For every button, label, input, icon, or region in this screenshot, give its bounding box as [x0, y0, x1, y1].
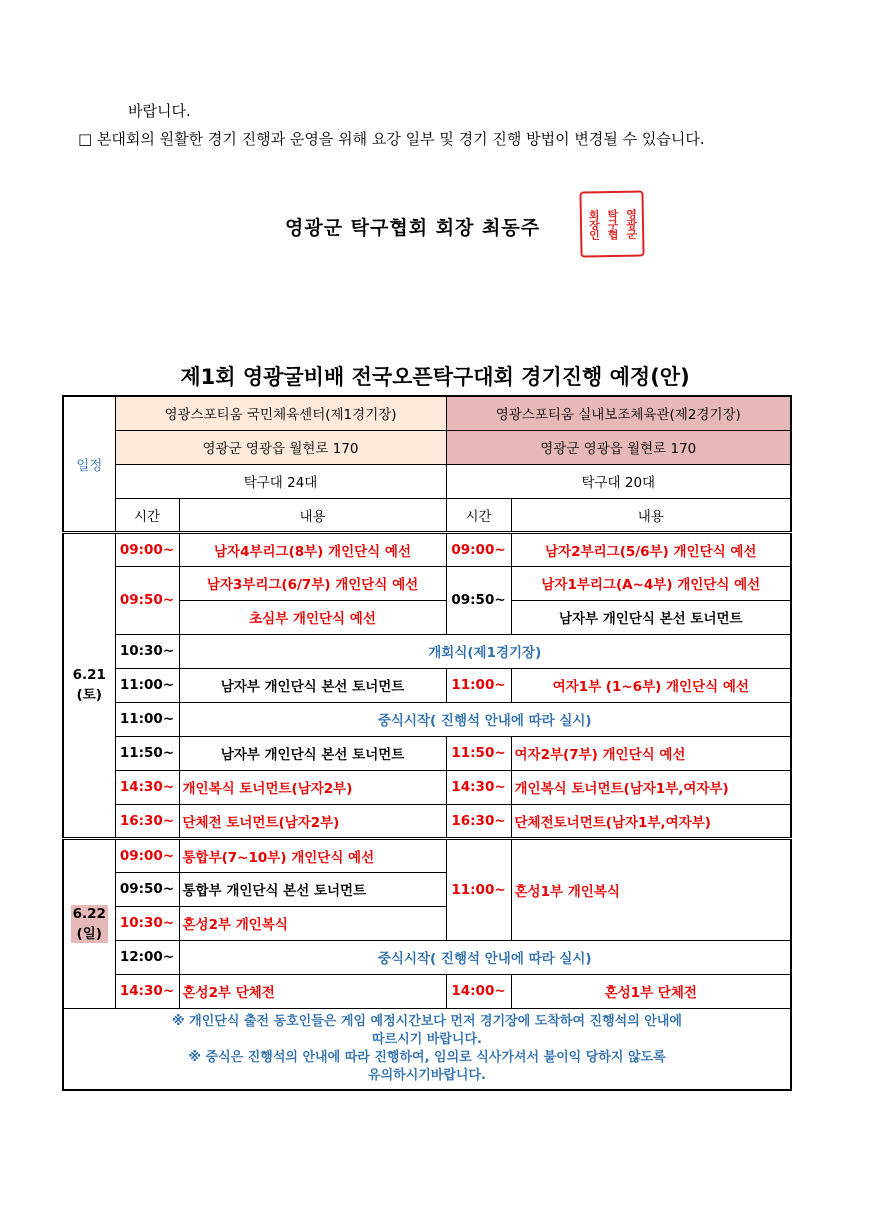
event-cell: 남자부 개인단식 본선 토너먼트 [511, 600, 791, 634]
date-highlight [71, 905, 108, 943]
venue1-address: 영광군 영광읍 월현로 170 [115, 430, 446, 464]
day1-date [63, 532, 115, 838]
ceremony-cell: 개회식(제1경기장) [179, 634, 791, 668]
event-cell: 남자3부리그(6/7부) 개인단식 예선 [179, 566, 446, 600]
date: 6.22 [72, 905, 106, 922]
event-cell: 혼성1부 개인복식 [511, 838, 791, 940]
event-cell: 개인복식 토너먼트(남자1부,여자부) [511, 770, 791, 804]
time-cell: 11:00~ [115, 668, 179, 702]
event-cell: 단체전 토너먼트(남자2부) [179, 804, 446, 838]
col-time: 시간 [446, 498, 511, 532]
time-cell: 09:00~ [115, 838, 179, 872]
intro-notice: □ 본대회의 원활한 경기 진행과 운영을 위해 요강 일부 및 경기 진행 방법이 변경될 수 있습니다. [78, 130, 705, 148]
time-cell: 12:00~ [115, 940, 179, 974]
time-cell: 14:30~ [115, 770, 179, 804]
event-cell: 통합부(7~10부) 개인단식 예선 [179, 838, 446, 872]
schedule-label: 일정 [63, 396, 115, 532]
time-cell: 11:00~ [446, 838, 511, 940]
event-cell: 남자부 개인단식 본선 토너먼트 [179, 736, 446, 770]
event-cell: 남자2부리그(5/6부) 개인단식 예선 [511, 532, 791, 566]
weekday: (토) [76, 687, 102, 703]
time-cell: 10:30~ [115, 906, 179, 940]
day2-date [63, 838, 115, 1008]
weekday: (일) [76, 925, 102, 942]
lunch-cell: 중식시작( 진행석 안내에 따라 실시) [179, 940, 791, 974]
seal-line: 탁구협 [605, 208, 620, 240]
time-cell: 09:50~ [446, 566, 511, 634]
date: 6.21 [72, 667, 106, 683]
venue1-tables: 탁구대 24대 [115, 464, 446, 498]
time-cell: 10:30~ [115, 634, 179, 668]
lunch-cell: 중식시작( 진행석 안내에 따라 실시) [179, 702, 791, 736]
venue2-name: 영광스포티움 실내보조체육관(제2경기장) [446, 396, 791, 430]
time-cell: 11:50~ [446, 736, 511, 770]
time-cell: 16:30~ [115, 804, 179, 838]
event-cell: 단체전토너먼트(남자1부,여자부) [511, 804, 791, 838]
schedule-table [62, 395, 792, 1091]
event-cell: 통합부 개인단식 본선 토너먼트 [179, 872, 446, 906]
event-cell: 여자2부(7부) 개인단식 예선 [511, 736, 791, 770]
event-cell: 혼성2부 개인복식 [179, 906, 446, 940]
col-content: 내용 [179, 498, 446, 532]
col-content: 내용 [511, 498, 791, 532]
time-cell: 16:30~ [446, 804, 511, 838]
venue1-name: 영광스포티움 국민체육센터(제1경기장) [115, 396, 446, 430]
event-cell: 혼성2부 단체전 [179, 974, 446, 1008]
note-line: 유의하시기바랍니다. [368, 1067, 486, 1083]
col-time: 시간 [115, 498, 179, 532]
event-cell: 남자부 개인단식 본선 토너먼트 [179, 668, 446, 702]
time-cell: 14:00~ [446, 974, 511, 1008]
event-cell: 초심부 개인단식 예선 [179, 600, 446, 634]
time-cell: 09:50~ [115, 872, 179, 906]
event-cell: 여자1부 (1~6부) 개인단식 예선 [511, 668, 791, 702]
event-cell: 남자4부리그(8부) 개인단식 예선 [179, 532, 446, 566]
venue2-tables: 탁구대 20대 [446, 464, 791, 498]
time-cell: 11:50~ [115, 736, 179, 770]
time-cell: 09:50~ [115, 566, 179, 634]
time-cell: 11:00~ [115, 702, 179, 736]
time-cell: 09:00~ [446, 532, 511, 566]
page-title: 제1회 영광굴비배 전국오픈탁구대회 경기진행 예정(안) [180, 365, 690, 389]
official-seal-icon [579, 190, 644, 257]
note-line: ※ 중식은 진행석의 안내에 따라 진행하여, 임의로 식사가셔서 불이익 당하지 않도록 [188, 1049, 666, 1065]
time-cell: 14:30~ [115, 974, 179, 1008]
note-line: 따르시기 바랍니다. [372, 1031, 482, 1047]
notes-cell [63, 1008, 791, 1090]
time-cell: 11:00~ [446, 668, 511, 702]
time-cell: 14:30~ [446, 770, 511, 804]
time-cell: 09:00~ [115, 532, 179, 566]
event-cell: 남자1부리그(A~4부) 개인단식 예선 [511, 566, 791, 600]
venue2-address: 영광군 영광읍 월현로 170 [446, 430, 791, 464]
event-cell: 혼성1부 단체전 [511, 974, 791, 1008]
seal-line: 회장인 [587, 209, 601, 240]
note-line: ※ 개인단식 출전 동호인들은 게임 예정시간보다 먼저 경기장에 도착하여 진행석의 안내에 [172, 1013, 682, 1029]
signature-text: 영광군 탁구협회 회장 최동주 [285, 217, 541, 239]
intro-line-1: 바랍니다. [128, 102, 191, 120]
event-cell: 개인복식 토너먼트(남자2부) [179, 770, 446, 804]
seal-line: 영광군 [624, 208, 638, 239]
